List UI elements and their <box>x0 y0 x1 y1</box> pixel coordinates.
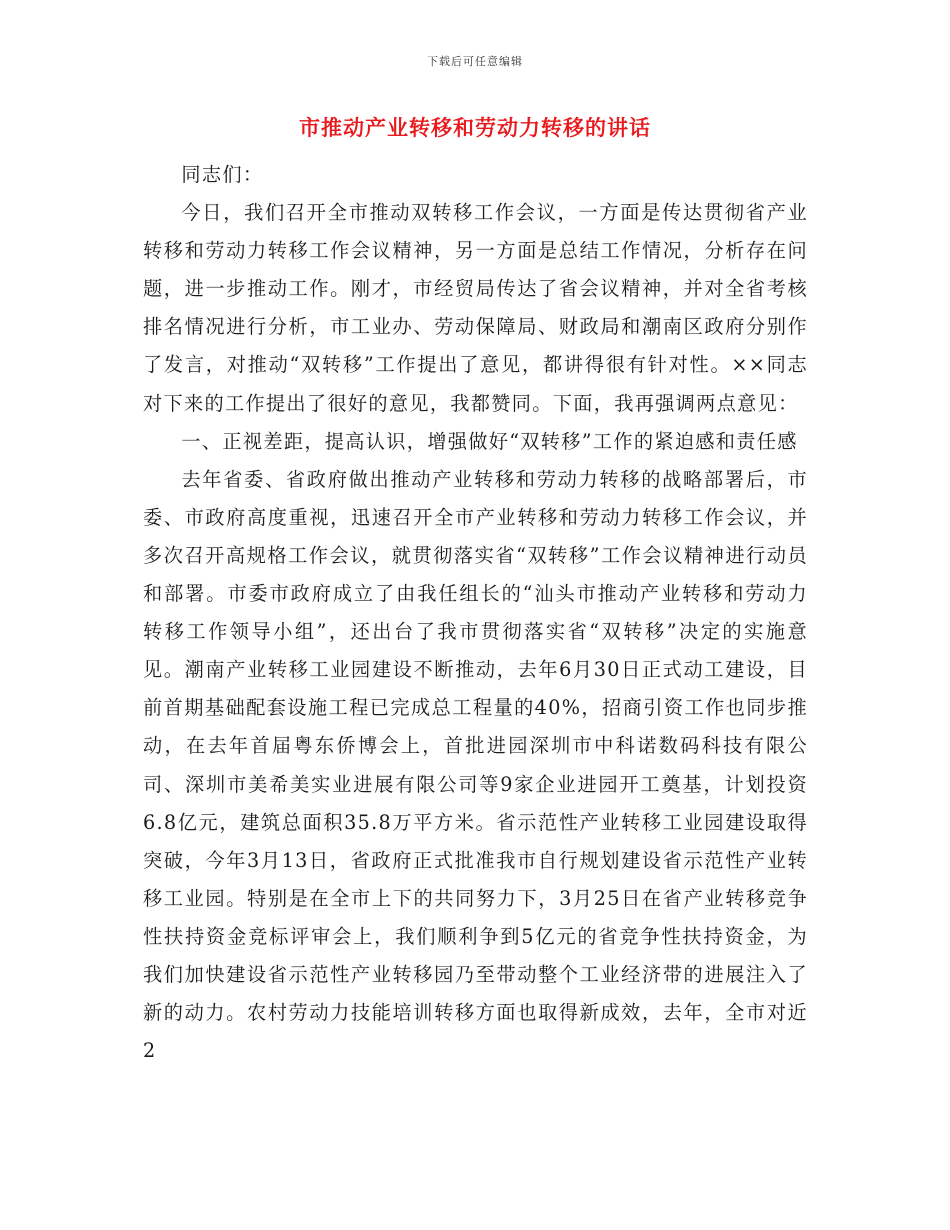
paragraph-intro: 今日，我们召开全市推动双转移工作会议，一方面是传达贯彻省产业转移和劳动力转移工作会议精神，另一方面是总结工作情况，分析存在问题，进一步推动工作。刚才，市经贸局传达了省会议精神，并对全省考核排名情况进行分析，市工业办、劳动保障局、财政局和潮南区政府分别作了发言，对推动“双转移”工作提出了意见，都讲得很有针对性。××同志对下来的工作提出了很好的意见，我都赞同。下面，我再强调两点意见： <box>143 201 808 415</box>
paragraph-section-1: 去年省委、省政府做出推动产业转移和劳动力转移的战略部署后，市委、市政府高度重视，迅速召开全市产业转移和劳动力转移工作会议，并多次召开高规格工作会议，就贯彻落实省“双转移”工作会议精神进行动员和部署。市委市政府成立了由我任组长的“汕头市推动产业转移和劳动力转移工作领导小组”，还出台了我市贯彻落实省“双转移”决定的实施意见。潮南产业转移工业园建设不断推动，去年6月30日正式动工建设，目前首期基础配套设施工程已完成总工程量的40%，招商引资工作也同步推动，在去年首届粤东侨博会上，首批进园深圳市中科诺数码科技有限公司、深圳市美希美实业进展有限公司等9家企业进园开工奠基，计划投资6.8亿元，建筑总面积35.8万平方米。省示范性产业转移工业园建设取得突破，今年3月13日，省政府正式批准我市自行规划建设省示范性产业转移工业园。特别是在全市上下的共同努力下，3月25日在省产业转移竞争性扶持资金竞标评审会上，我们顺利争到5亿元的省竞争性扶持资金，为我们加快建设省示范性产业转移园乃至带动整个工业经济带的进展注入了新的动力。农村劳动力技能培训转移方面也取得新成效，去年，全市对近2 <box>143 467 808 1063</box>
document-body <box>143 156 808 1070</box>
header-note: 下载后可任意编辑 <box>427 55 523 68</box>
document-title: 市推动产业转移和劳动力转移的讲话 <box>299 115 651 140</box>
section-heading-1: 一、正视差距，提高认识，增强做好“双转移”工作的紧迫感和责任感 <box>181 429 798 453</box>
salutation: 同志们： <box>181 163 264 186</box>
